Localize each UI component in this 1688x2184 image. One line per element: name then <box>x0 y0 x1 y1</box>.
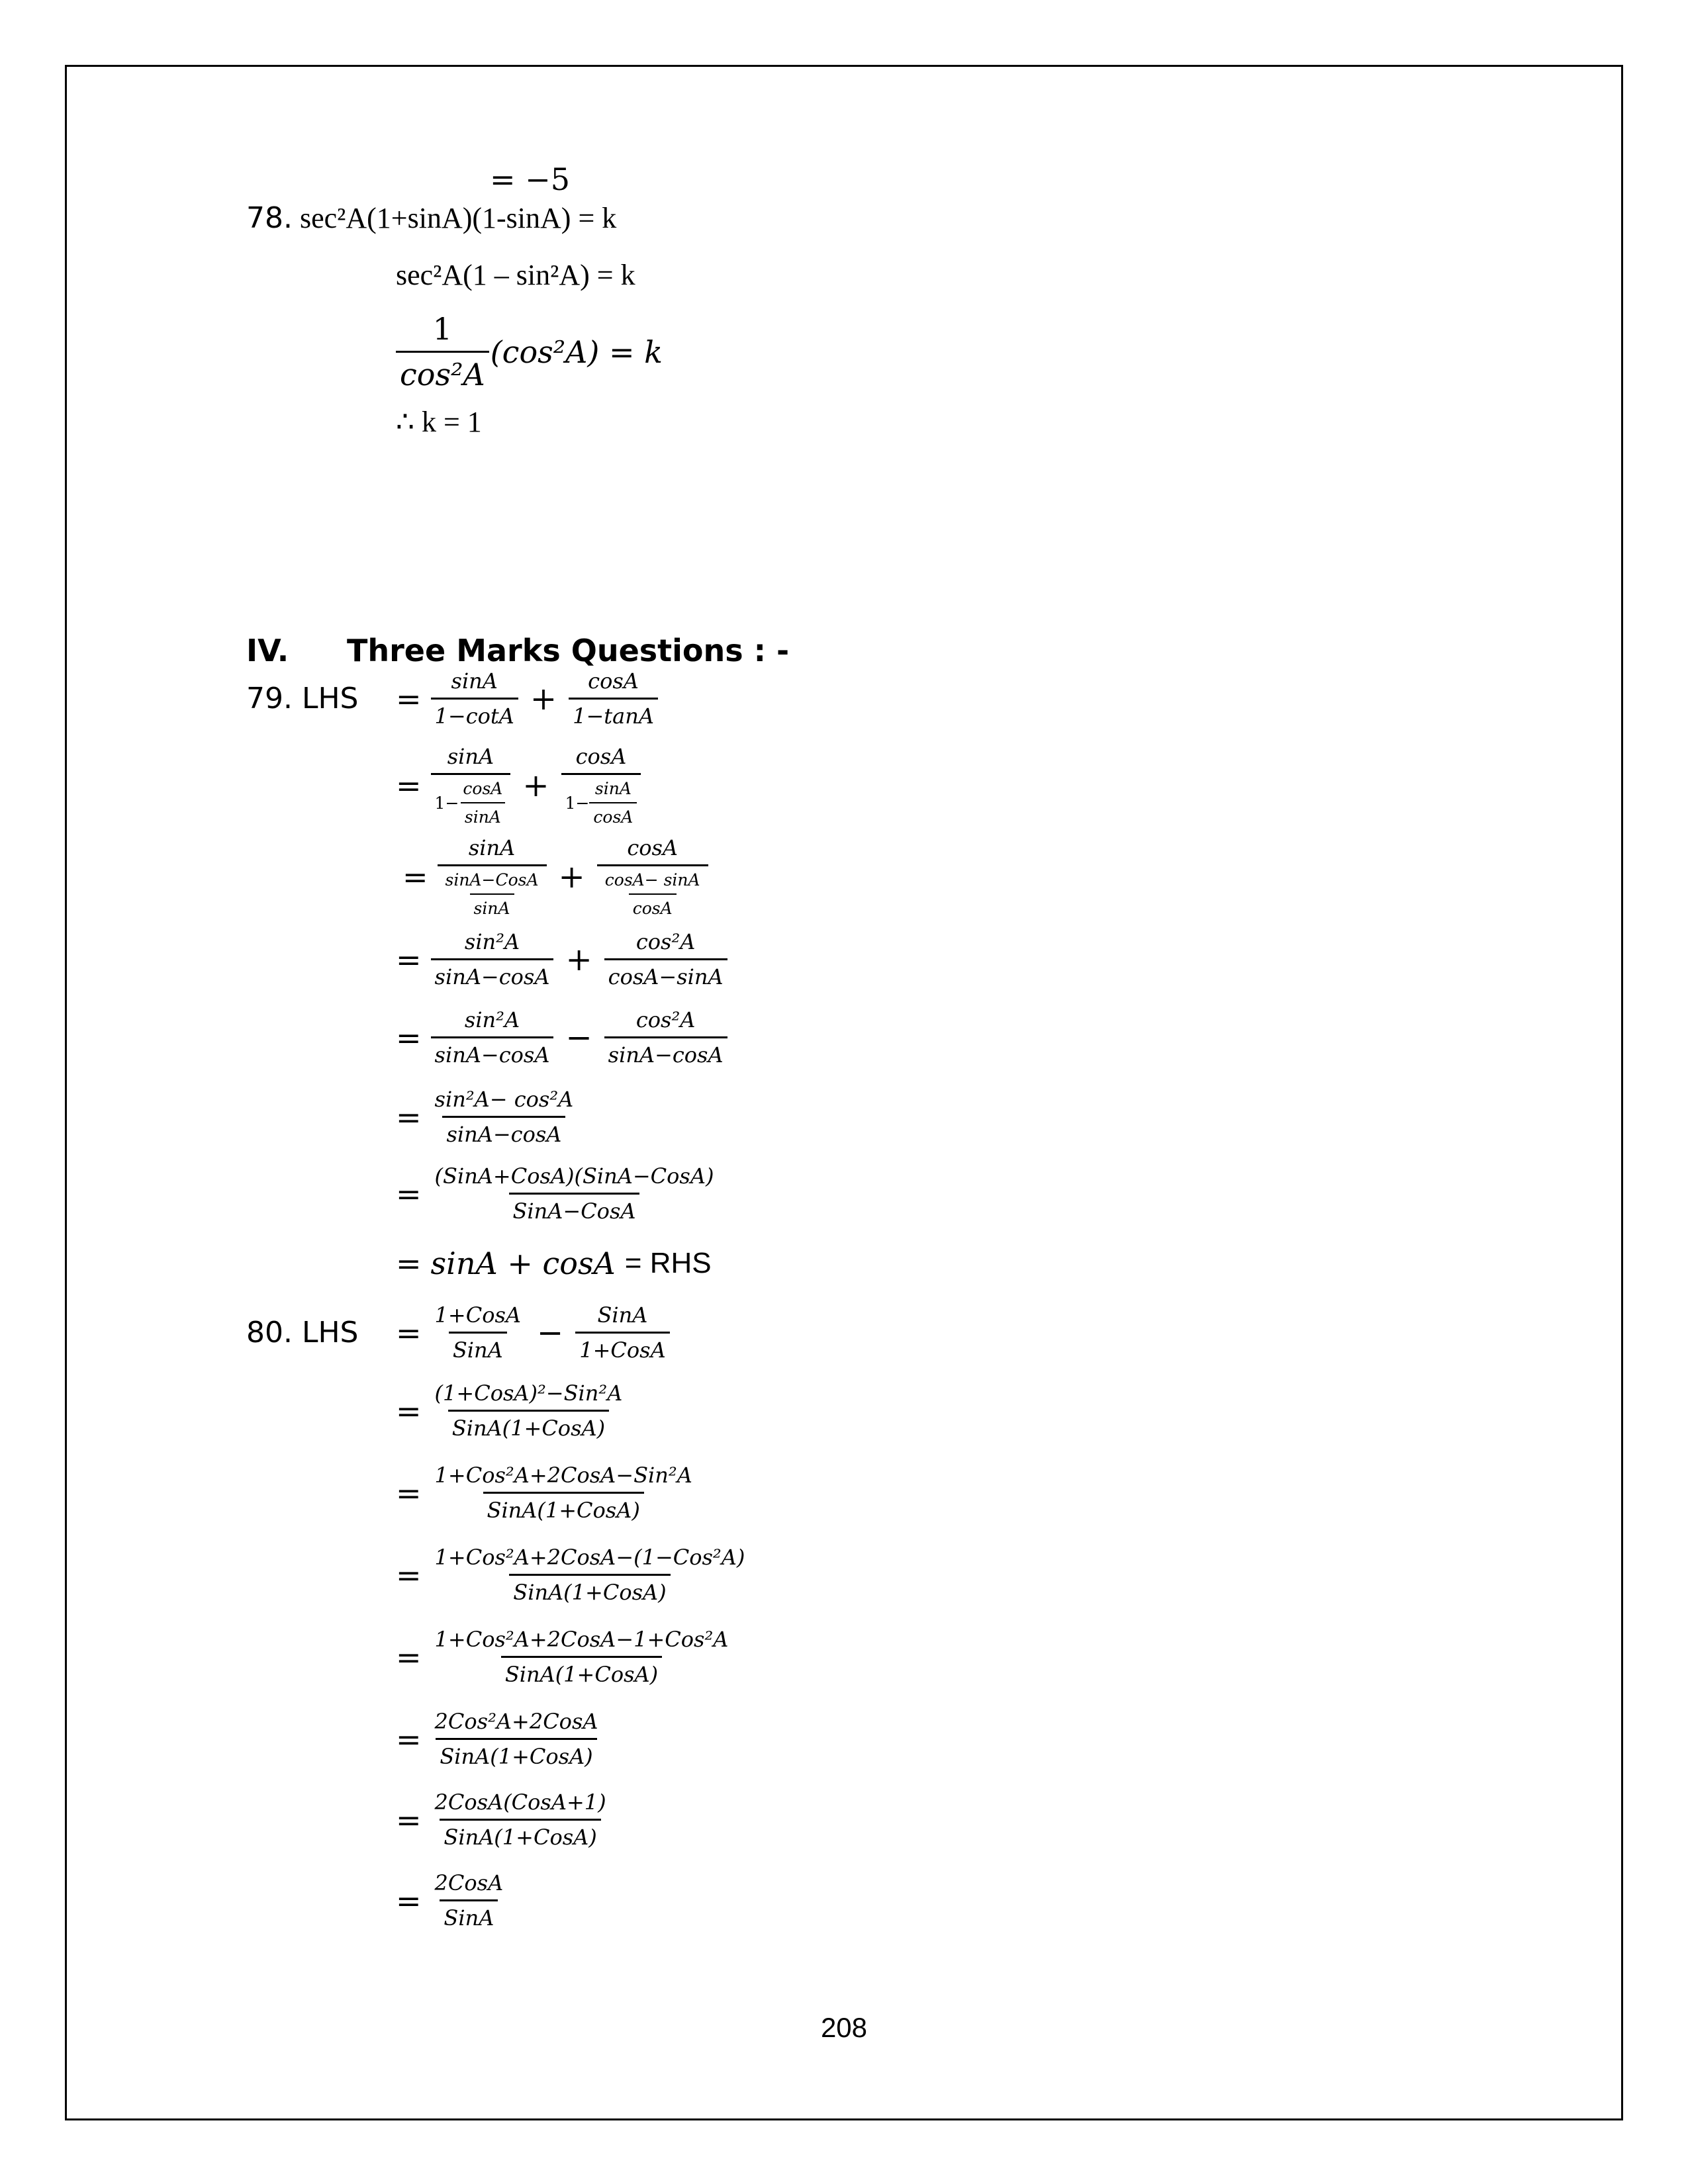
fraction <box>431 1007 554 1068</box>
denominator <box>431 773 511 827</box>
numerator: sin²A <box>464 929 520 954</box>
numerator: cos²A <box>635 1007 696 1032</box>
q78-step1: sec²A(1 – sin²A) = k <box>396 259 635 291</box>
operator: + <box>565 940 592 978</box>
q79-step5 <box>396 1007 727 1068</box>
nested-term: 1− <box>565 793 590 813</box>
denominator: cosA <box>589 802 637 827</box>
numerator: sinA−CosA <box>445 870 539 889</box>
numerator: 1+CosA <box>434 1302 521 1328</box>
numerator: 2CosA(CosA+1) <box>434 1790 606 1815</box>
fraction <box>431 668 518 729</box>
denominator <box>561 773 641 827</box>
q78-step2 <box>396 311 663 392</box>
numerator: 1+Cos²A+2CosA−1+Cos²A <box>434 1627 729 1652</box>
fraction <box>575 1302 669 1363</box>
numerator: sinA <box>594 779 632 798</box>
q79-step3 <box>402 835 708 918</box>
numerator: (SinA+CosA)(SinA−CosA) <box>434 1163 714 1189</box>
numerator: sinA <box>451 668 498 694</box>
denominator <box>597 864 708 918</box>
fraction <box>431 1381 627 1441</box>
denominator: sinA−cosA <box>604 1036 727 1068</box>
numerator: cos²A <box>635 929 696 954</box>
fraction <box>438 835 547 918</box>
fraction <box>561 744 641 827</box>
q80-step3 <box>396 1463 696 1523</box>
equals-sign: = <box>396 941 422 978</box>
numerator: 1+Cos²A+2CosA−Sin²A <box>434 1463 692 1488</box>
fraction <box>431 1545 749 1605</box>
q78-statement-line <box>246 201 616 235</box>
q80-step1 <box>396 1302 670 1363</box>
equals-sign: = <box>402 858 428 895</box>
denominator: cosA−sinA <box>604 958 727 989</box>
numerator: sin²A <box>464 1007 520 1032</box>
q80-step4 <box>396 1545 749 1605</box>
fraction <box>431 744 511 827</box>
fraction <box>431 1870 508 1931</box>
section-roman: IV. <box>246 633 289 668</box>
fraction <box>431 1163 718 1224</box>
equals-sign: = <box>396 680 422 717</box>
q78-step2-fraction <box>396 311 489 392</box>
nested-term <box>589 779 637 827</box>
denominator: 1−cotA <box>431 698 518 729</box>
equals-sign: = <box>396 1721 422 1757</box>
q78-number: 78. <box>246 201 293 235</box>
fraction <box>604 929 727 989</box>
numerator: cosA <box>588 668 639 694</box>
numerator: sinA <box>447 744 494 769</box>
nested-term <box>435 779 507 827</box>
equals-sign: = <box>396 1639 422 1675</box>
page-border <box>65 65 1623 2120</box>
numerator: sinA <box>468 835 516 860</box>
previous-result: = −5 <box>490 161 570 197</box>
equals-sign: = <box>396 1475 422 1511</box>
fraction <box>597 835 708 918</box>
fraction <box>431 929 554 989</box>
q80-label: 80. LHS <box>246 1316 359 1349</box>
denominator: sinA <box>470 893 514 918</box>
operator: + <box>530 680 557 717</box>
equals-sign: = <box>396 1557 422 1593</box>
denominator: 1+CosA <box>575 1332 669 1363</box>
numerator: 1 <box>432 311 452 347</box>
denominator: cosA <box>629 893 677 918</box>
equals-sign: = <box>396 767 422 803</box>
numerator: sin²A− cos²A <box>434 1087 574 1112</box>
denominator: sinA−cosA <box>431 958 554 989</box>
nested-term <box>601 870 704 918</box>
q80-step5 <box>396 1627 732 1687</box>
q80-step8 <box>396 1870 507 1931</box>
q79-step1 <box>396 668 658 729</box>
denominator: sinA−cosA <box>431 1036 554 1068</box>
operator: + <box>558 858 585 895</box>
operator: − <box>565 1019 592 1056</box>
q79-step4 <box>396 929 727 989</box>
nested-term <box>442 870 543 918</box>
q78-step2-rest: (cos²A) = k <box>490 334 663 370</box>
nested-term: 1− <box>434 793 459 813</box>
numerator: 2Cos²A+2CosA <box>434 1709 598 1734</box>
equals-sign: = <box>396 1882 422 1919</box>
nested-term <box>459 779 506 827</box>
denominator: SinA <box>449 1332 507 1363</box>
fraction <box>431 1302 525 1363</box>
q79-final-expr: sinA + cosA <box>430 1246 616 1281</box>
fraction <box>431 1463 696 1523</box>
q78-conclusion: ∴ k = 1 <box>396 406 482 438</box>
q80-step7 <box>396 1790 610 1850</box>
q79-step7 <box>396 1163 718 1224</box>
operator: + <box>522 766 549 804</box>
numerator: cosA <box>463 779 503 798</box>
denominator: SinA(1+CosA) <box>509 1574 670 1605</box>
equals-sign: = <box>396 1019 422 1056</box>
fraction <box>569 668 658 729</box>
denominator: SinA(1+CosA) <box>483 1492 644 1523</box>
denominator: SinA <box>440 1899 498 1931</box>
denominator: 1−tanA <box>569 698 658 729</box>
denominator: SinA(1+CosA) <box>448 1410 609 1441</box>
equals-sign: = <box>396 1801 422 1838</box>
denominator: sinA <box>461 802 505 827</box>
section-title: Three Marks Questions : - <box>347 633 790 668</box>
fraction <box>431 1627 733 1687</box>
operator: − <box>537 1314 564 1351</box>
numerator: 2CosA <box>434 1870 504 1895</box>
q79-step8 <box>396 1246 712 1281</box>
denominator <box>438 864 547 918</box>
q78-statement: sec²A(1+sinA)(1-sinA) = k <box>299 202 617 234</box>
q80-step2 <box>396 1381 626 1441</box>
equals-sign: = <box>396 1175 422 1212</box>
denominator: SinA(1+CosA) <box>501 1656 662 1687</box>
numerator: cosA− sinA <box>604 870 700 889</box>
numerator: (1+CosA)²−Sin²A <box>434 1381 623 1406</box>
equals-sign: = <box>396 1392 422 1429</box>
fraction <box>604 1007 727 1068</box>
denominator: SinA(1+CosA) <box>436 1738 596 1769</box>
denominator: cos²A <box>396 351 489 392</box>
equals-sign: = <box>396 1099 422 1135</box>
numerator: SinA <box>597 1302 648 1328</box>
q79-step2 <box>396 744 641 827</box>
fraction <box>431 1709 602 1769</box>
fraction <box>431 1790 610 1850</box>
q80-step6 <box>396 1709 602 1769</box>
fraction <box>431 1087 578 1147</box>
page-number: 208 <box>820 2012 868 2043</box>
nested-term <box>565 779 637 827</box>
numerator: cosA <box>627 835 679 860</box>
equals-sign: = <box>396 1314 422 1351</box>
numerator: 1+Cos²A+2CosA−(1−Cos²A) <box>434 1545 745 1570</box>
equals-sign: = <box>396 1246 422 1281</box>
denominator: sinA−cosA <box>442 1116 565 1147</box>
q79-label: 79. LHS <box>246 682 359 715</box>
q79-step6 <box>396 1087 577 1147</box>
denominator: SinA(1+CosA) <box>440 1819 600 1850</box>
numerator: cosA <box>575 744 627 769</box>
denominator: SinA−CosA <box>509 1193 640 1224</box>
q79-rhs: = RHS <box>624 1247 712 1279</box>
